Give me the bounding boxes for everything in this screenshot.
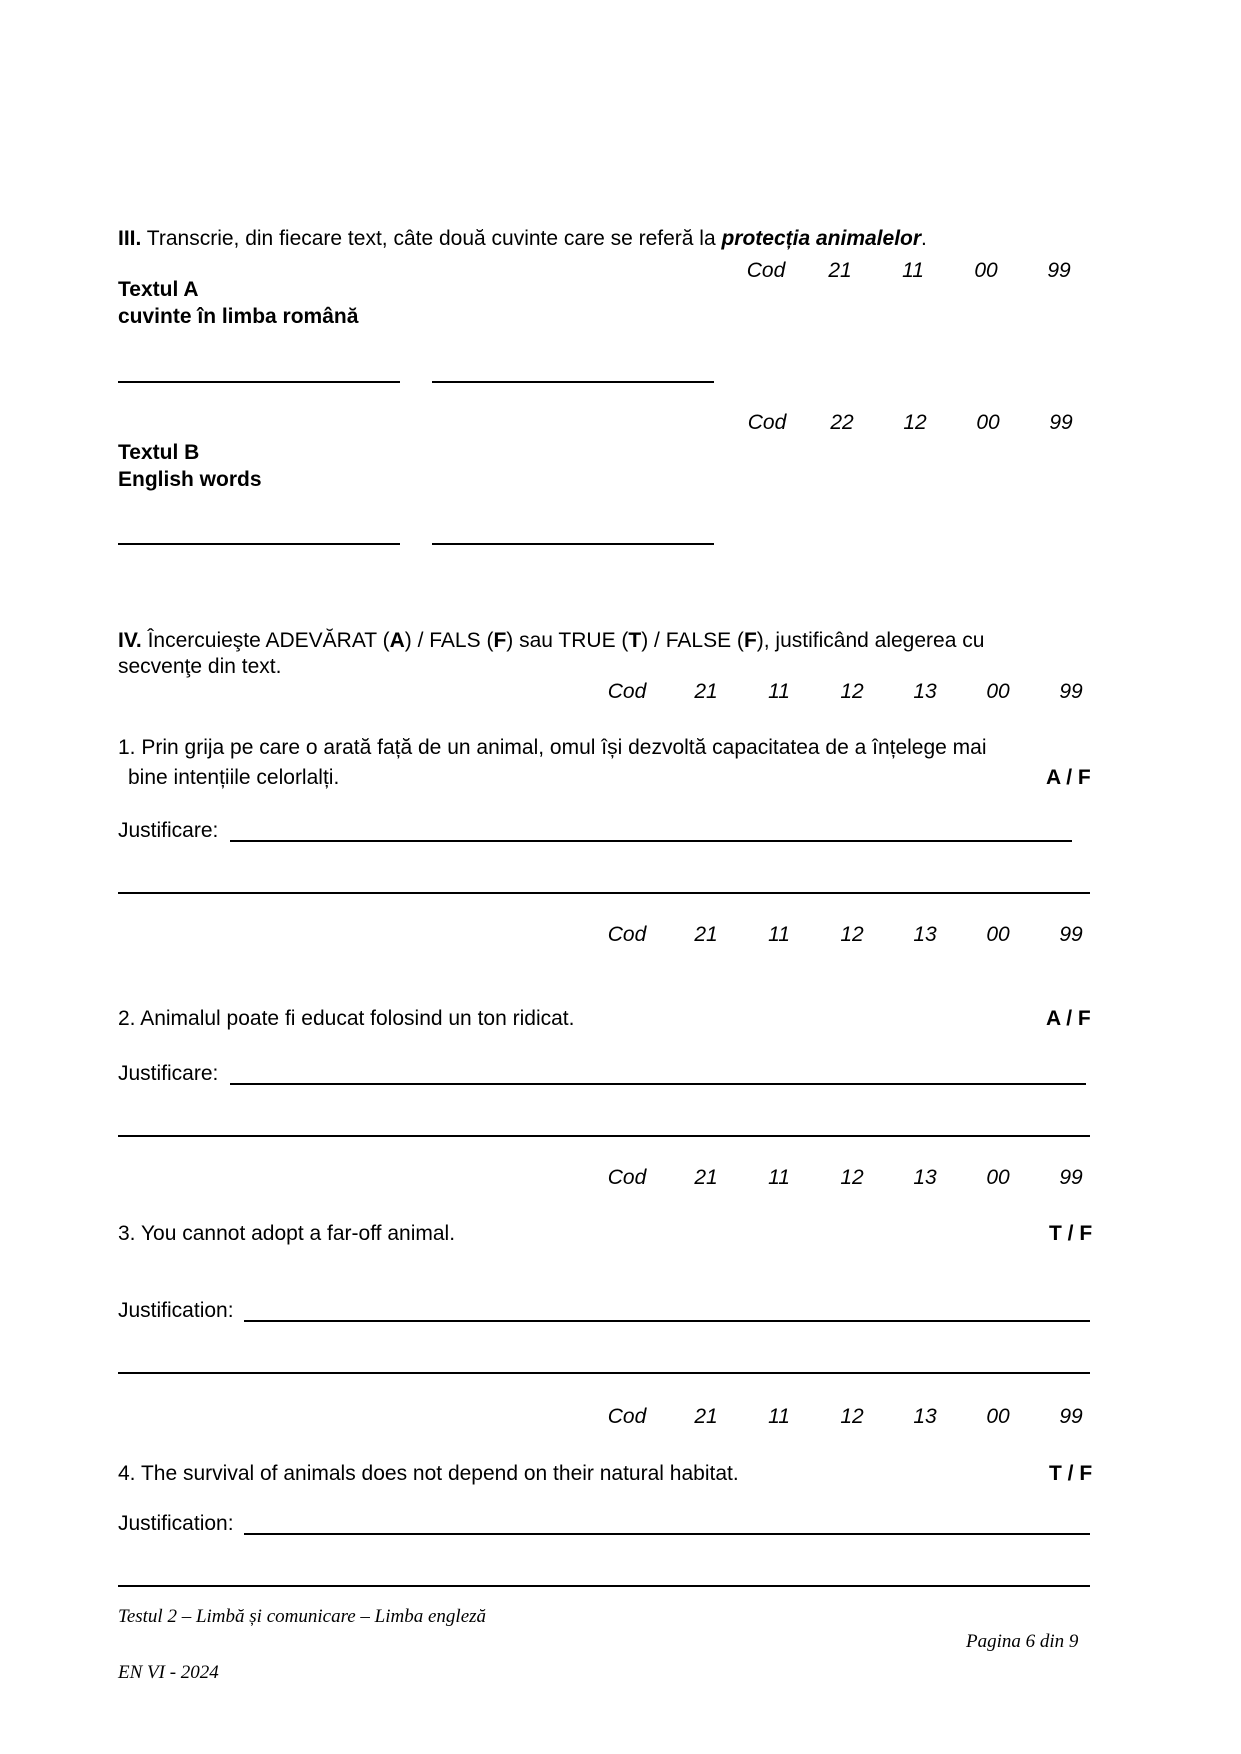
code-value[interactable]: 13 bbox=[913, 923, 937, 946]
item-1-answer-choice[interactable]: A / F bbox=[1046, 766, 1091, 789]
instr-part: ) / FALSE ( bbox=[641, 629, 744, 652]
code-value[interactable]: 12 bbox=[840, 1405, 864, 1428]
section-3-emphasis: protecția animalelor bbox=[721, 227, 922, 250]
code-row-item-3 bbox=[0, 1166, 1241, 1194]
code-value[interactable]: 21 bbox=[828, 259, 852, 282]
item-1-justification-line-2[interactable] bbox=[118, 892, 1090, 894]
instr-part: F bbox=[743, 629, 757, 652]
section-3-label: III. bbox=[118, 227, 142, 250]
code-value[interactable]: 11 bbox=[902, 259, 924, 282]
instr-part: A bbox=[389, 629, 405, 652]
code-label: Cod bbox=[747, 411, 787, 434]
code-value[interactable]: 99 bbox=[1059, 1166, 1083, 1189]
item-1-statement-line2: bine intențiile celorlalți. bbox=[128, 766, 340, 789]
section-3-instruction-text: Transcrie, din fiecare text, câte două cuvinte care se referă la bbox=[141, 227, 722, 250]
code-value[interactable]: 12 bbox=[840, 1166, 864, 1189]
footer-page-number: Pagina 6 din 9 bbox=[966, 1631, 1079, 1652]
code-value[interactable]: 21 bbox=[694, 923, 718, 946]
footer-exam-code: EN VI - 2024 bbox=[118, 1662, 219, 1683]
code-value[interactable]: 13 bbox=[913, 1405, 937, 1428]
code-value[interactable]: 21 bbox=[694, 680, 718, 703]
item-2-justification-line[interactable] bbox=[230, 1083, 1086, 1085]
section-4-instruction-line2: secvenţe din text. bbox=[118, 655, 282, 678]
code-value[interactable]: 99 bbox=[1059, 923, 1083, 946]
footer-test-title: Testul 2 – Limbă și comunicare – Limba engleză bbox=[118, 1606, 487, 1627]
item-2-justification-line-2[interactable] bbox=[118, 1135, 1090, 1137]
code-value[interactable]: 11 bbox=[768, 923, 790, 946]
code-value[interactable]: 00 bbox=[986, 1166, 1010, 1189]
item-2-justification-label: Justificare: bbox=[118, 1062, 219, 1085]
section-4-instruction bbox=[118, 628, 984, 654]
code-row-item-2 bbox=[0, 923, 1241, 951]
code-value[interactable]: 12 bbox=[903, 411, 927, 434]
item-3-answer-choice[interactable]: T / F bbox=[1049, 1222, 1093, 1245]
code-value[interactable]: 00 bbox=[976, 411, 1000, 434]
item-4-justification-line[interactable] bbox=[244, 1533, 1090, 1535]
item-3-statement: 3. You cannot adopt a far-off animal. bbox=[118, 1222, 456, 1245]
code-value[interactable]: 21 bbox=[694, 1405, 718, 1428]
text-b-title: Textul B bbox=[118, 441, 200, 464]
answer-line-text-a-1[interactable] bbox=[118, 381, 400, 383]
instr-part: F bbox=[493, 629, 507, 652]
answer-line-text-b-1[interactable] bbox=[118, 543, 400, 545]
text-a-title: Textul A bbox=[118, 278, 199, 301]
code-row-text-b bbox=[0, 411, 1241, 439]
code-value[interactable]: 22 bbox=[830, 411, 854, 434]
answer-line-text-b-2[interactable] bbox=[432, 543, 714, 545]
item-4-justification-line-2[interactable] bbox=[118, 1585, 1090, 1587]
code-value[interactable]: 11 bbox=[768, 1405, 790, 1428]
code-value[interactable]: 13 bbox=[913, 1166, 937, 1189]
item-4-answer-choice[interactable]: T / F bbox=[1049, 1462, 1093, 1485]
item-3-justification-line-2[interactable] bbox=[118, 1372, 1090, 1374]
code-value[interactable]: 11 bbox=[768, 1166, 790, 1189]
code-row-item-4 bbox=[0, 1405, 1241, 1433]
code-label: Cod bbox=[746, 259, 786, 282]
code-value[interactable]: 99 bbox=[1047, 259, 1071, 282]
code-value[interactable]: 12 bbox=[840, 923, 864, 946]
code-value[interactable]: 13 bbox=[913, 680, 937, 703]
instr-part: ) sau TRUE ( bbox=[506, 629, 629, 652]
instr-part: Încercuieşte ADEVĂRAT ( bbox=[141, 629, 390, 652]
code-value[interactable]: 00 bbox=[974, 259, 998, 282]
code-label: Cod bbox=[607, 1166, 647, 1189]
code-value[interactable]: 99 bbox=[1049, 411, 1073, 434]
item-2-statement: 2. Animalul poate fi educat folosind un ton ridicat. bbox=[118, 1007, 575, 1030]
item-3-justification-line[interactable] bbox=[244, 1320, 1090, 1322]
item-3-justification-label: Justification: bbox=[118, 1299, 234, 1322]
code-value[interactable]: 11 bbox=[768, 680, 790, 703]
code-value[interactable]: 00 bbox=[986, 680, 1010, 703]
code-value[interactable]: 00 bbox=[986, 1405, 1010, 1428]
section-3-instruction bbox=[118, 226, 927, 252]
code-label: Cod bbox=[607, 680, 647, 703]
code-label: Cod bbox=[607, 1405, 647, 1428]
item-1-justification-line[interactable] bbox=[230, 840, 1072, 842]
item-1-statement: 1. Prin grija pe care o arată față de un animal, omul își dezvoltă capacitatea de a înțelege mai bbox=[118, 736, 987, 759]
instr-part: T bbox=[628, 629, 642, 652]
item-1-justification-label: Justificare: bbox=[118, 819, 219, 842]
code-value[interactable]: 99 bbox=[1059, 680, 1083, 703]
code-value[interactable]: 21 bbox=[694, 1166, 718, 1189]
item-2-answer-choice[interactable]: A / F bbox=[1046, 1007, 1091, 1030]
text-b-subtitle: English words bbox=[118, 468, 262, 491]
section-3-period: . bbox=[921, 227, 927, 250]
item-4-justification-label: Justification: bbox=[118, 1512, 234, 1535]
answer-line-text-a-2[interactable] bbox=[432, 381, 714, 383]
text-a-subtitle: cuvinte în limba română bbox=[118, 305, 359, 328]
section-4-label: IV. bbox=[118, 629, 142, 652]
code-value[interactable]: 00 bbox=[986, 923, 1010, 946]
code-value[interactable]: 12 bbox=[840, 680, 864, 703]
code-row-item-1 bbox=[0, 680, 1241, 708]
code-value[interactable]: 99 bbox=[1059, 1405, 1083, 1428]
code-label: Cod bbox=[607, 923, 647, 946]
instr-part: ) / FALS ( bbox=[404, 629, 494, 652]
instr-part: ), justificând alegerea cu bbox=[756, 629, 985, 652]
item-4-statement: 4. The survival of animals does not depend on their natural habitat. bbox=[118, 1462, 739, 1485]
